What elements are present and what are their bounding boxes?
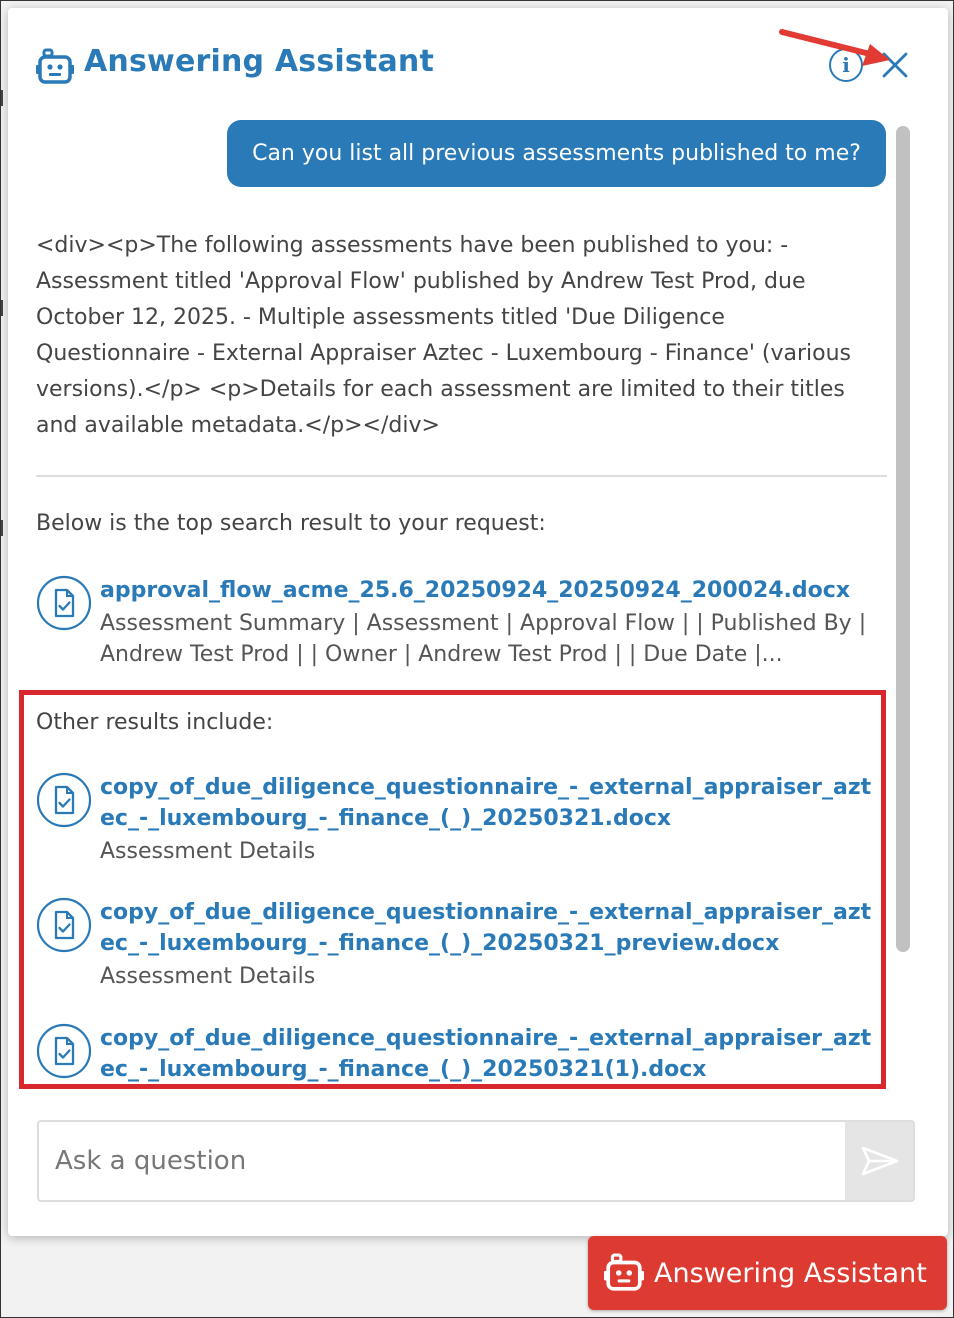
search-result-title-link[interactable]: copy_of_due_diligence_questionnaire_-_external_appraiser_aztec_-_luxembourg_-_finance_(_)_20250321_preview.docx: [100, 900, 872, 956]
answering-assistant-launcher-button[interactable]: [588, 1236, 947, 1310]
search-result-description: Assessment Summary | Assessment | Approval Flow | | Published By | Andrew Test Prod | | Owner | Andrew Test Prod | | Due Date |...: [100, 611, 867, 667]
assistant-answer: <div><p>The following assessments have been published to you: - Assessment titled 'Approval Flow' published by Andrew Test Prod, due October 12, 2025. - Multiple assessments titled 'Due Diligence Questionnaire - External Appraiser Aztec - Luxembourg - Finance' (various versions).</p> <p>Details for each assessment are limited to their titles and available metadata.</p></div>: [36, 233, 852, 438]
search-result-item[interactable]: [36, 575, 881, 675]
search-result-title-link[interactable]: copy_of_due_diligence_questionnaire_-_external_appraiser_aztec_-_luxembourg_-_finance_(_)_20250321.docx: [100, 775, 872, 831]
send-icon: [860, 1145, 900, 1177]
divider: [36, 475, 887, 477]
search-result-description: Assessment Details: [100, 964, 316, 989]
robot-icon: [36, 48, 74, 86]
panel-title: Answering Assistant: [84, 44, 435, 79]
question-input-bar: [37, 1120, 915, 1202]
background-edge-mark: [1, 90, 3, 106]
search-result-title-link[interactable]: copy_of_due_diligence_questionnaire_-_external_appraiser_aztec_-_luxembourg_-_finance_(_)_20250321(1).docx: [100, 1026, 872, 1082]
annotation-arrow: [778, 24, 898, 68]
search-result-item[interactable]: [36, 897, 881, 997]
answering-assistant-panel: [8, 8, 948, 1236]
search-result-item[interactable]: [36, 1023, 881, 1091]
background-edge-mark: [1, 520, 3, 536]
document-check-icon: [36, 575, 92, 631]
document-check-icon: [36, 772, 92, 828]
background-close-icon: [886, 0, 908, 8]
other-results-label: Other results include:: [36, 710, 274, 735]
document-check-icon: [36, 1023, 92, 1079]
ask-question-input[interactable]: [39, 1122, 845, 1200]
send-button[interactable]: [845, 1122, 915, 1200]
search-result-item[interactable]: [36, 772, 881, 872]
chat-messages[interactable]: [8, 118, 948, 1093]
robot-icon: [604, 1253, 644, 1293]
launcher-label: Answering Assistant: [654, 1257, 927, 1289]
background-edge-mark: [1, 300, 3, 316]
document-check-icon: [36, 897, 92, 953]
user-message-bubble: Can you list all previous assessments published to me?: [227, 120, 886, 187]
search-result-title-link[interactable]: approval_flow_acme_25.6_20250924_20250924_200024.docx: [100, 578, 851, 603]
search-result-description: Assessment Details: [100, 839, 316, 864]
top-result-label: Below is the top search result to your request:: [36, 511, 546, 536]
chat-scrollbar-thumb[interactable]: [896, 126, 910, 952]
info-icon: i: [842, 53, 850, 77]
